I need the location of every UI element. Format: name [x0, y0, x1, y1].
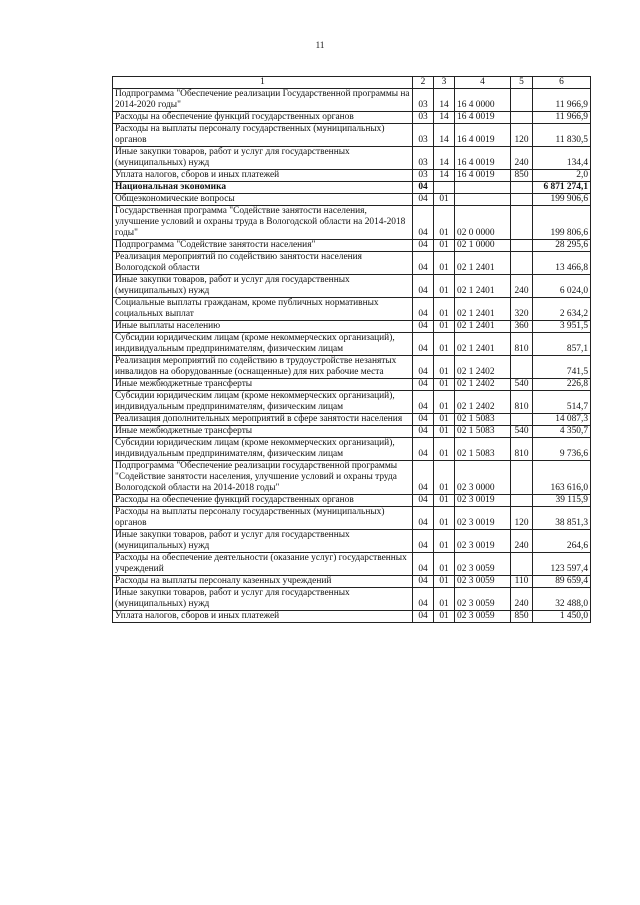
expense-type-code	[511, 495, 533, 507]
expense-type-code: 360	[511, 321, 533, 333]
table-row	[113, 206, 591, 240]
amount-cell: 39 115,9	[533, 495, 591, 507]
row-name: Общеэкономические вопросы	[113, 194, 413, 206]
section-code: 04	[413, 530, 434, 553]
table-row	[113, 379, 591, 391]
amount-cell: 134,4	[533, 147, 591, 170]
section-code: 03	[413, 124, 434, 147]
expense-type-code: 850	[511, 611, 533, 623]
subsection-code: 01	[434, 495, 455, 507]
section-code: 04	[413, 275, 434, 298]
header-cell: 2	[413, 77, 434, 89]
subsection-code: 01	[434, 507, 455, 530]
target-article-code: 16 4 0019	[455, 124, 511, 147]
table-row	[113, 147, 591, 170]
target-article-code: 02 3 0059	[455, 553, 511, 576]
expense-type-code	[511, 252, 533, 275]
section-code: 04	[413, 321, 434, 333]
table-row	[113, 275, 591, 298]
table-row	[113, 356, 591, 379]
subsection-code: 01	[434, 414, 455, 426]
subsection-code: 01	[434, 240, 455, 252]
amount-cell: 9 736,6	[533, 438, 591, 461]
subsection-code: 14	[434, 170, 455, 182]
section-code: 04	[413, 206, 434, 240]
subsection-code: 01	[434, 426, 455, 438]
table-row	[113, 576, 591, 588]
expense-type-code: 120	[511, 507, 533, 530]
subsection-code: 01	[434, 588, 455, 611]
row-name: Подпрограмма "Обеспечение реализации государственной программы "Содействие занятости населения, улучшение условий и охраны труда Вологодской области на 2014-2018 годы"	[113, 461, 413, 495]
target-article-code: 16 4 0019	[455, 170, 511, 182]
amount-cell: 6 871 274,1	[533, 182, 591, 194]
amount-cell: 199 906,6	[533, 194, 591, 206]
table-row	[113, 182, 591, 194]
amount-cell: 11 966,9	[533, 112, 591, 124]
amount-cell: 2,0	[533, 170, 591, 182]
target-article-code: 02 1 5083	[455, 438, 511, 461]
row-name: Расходы на обеспечение функций государственных органов	[113, 112, 413, 124]
subsection-code: 01	[434, 275, 455, 298]
table-row	[113, 553, 591, 576]
row-name: Иные закупки товаров, работ и услуг для государственных (муниципальных) нужд	[113, 147, 413, 170]
row-name: Государственная программа "Содействие занятости населения, улучшение условий и охраны труда в Вологодской области на 2014-2018 годы"	[113, 206, 413, 240]
target-article-code: 02 1 0000	[455, 240, 511, 252]
table-row	[113, 333, 591, 356]
section-code: 03	[413, 170, 434, 182]
amount-cell: 11 830,5	[533, 124, 591, 147]
row-name: Субсидии юридическим лицам (кроме некоммерческих организаций), индивидуальным предпринимателям, физическим лицам	[113, 438, 413, 461]
section-code: 04	[413, 356, 434, 379]
target-article-code: 16 4 0000	[455, 89, 511, 112]
expense-type-code: 540	[511, 379, 533, 391]
amount-cell: 4 350,7	[533, 426, 591, 438]
target-article-code: 02 0 0000	[455, 206, 511, 240]
target-article-code: 02 3 0019	[455, 495, 511, 507]
expense-type-code: 320	[511, 298, 533, 321]
subsection-code: 01	[434, 438, 455, 461]
table-row	[113, 124, 591, 147]
header-row	[113, 77, 591, 89]
subsection-code: 01	[434, 611, 455, 623]
expense-type-code: 240	[511, 147, 533, 170]
row-name: Реализация мероприятий по содействию занятости населения Вологодской области	[113, 252, 413, 275]
section-code: 04	[413, 379, 434, 391]
subsection-code: 01	[434, 252, 455, 275]
expense-type-code	[511, 461, 533, 495]
row-name: Реализация мероприятий по содействию в трудоустройстве незанятых инвалидов на оборудованные (оснащенные) для них рабочие места	[113, 356, 413, 379]
expense-type-code	[511, 356, 533, 379]
section-code: 04	[413, 588, 434, 611]
amount-cell: 6 024,0	[533, 275, 591, 298]
amount-cell: 857,1	[533, 333, 591, 356]
amount-cell: 13 466,8	[533, 252, 591, 275]
header-cell: 3	[434, 77, 455, 89]
table-row	[113, 588, 591, 611]
expense-type-code: 110	[511, 576, 533, 588]
target-article-code: 02 1 2401	[455, 298, 511, 321]
expense-type-code: 810	[511, 391, 533, 414]
row-name: Субсидии юридическим лицам (кроме некоммерческих организаций), индивидуальным предпринимателям, физическим лицам	[113, 333, 413, 356]
table-row	[113, 461, 591, 495]
budget-table-body	[113, 77, 591, 623]
section-code: 04	[413, 611, 434, 623]
expense-type-code	[511, 206, 533, 240]
amount-cell: 514,7	[533, 391, 591, 414]
target-article-code: 02 1 2401	[455, 275, 511, 298]
table-row	[113, 321, 591, 333]
expense-type-code	[511, 182, 533, 194]
target-article-code: 02 3 0059	[455, 588, 511, 611]
amount-cell: 123 597,4	[533, 553, 591, 576]
subsection-code: 01	[434, 356, 455, 379]
section-code: 04	[413, 553, 434, 576]
section-code: 04	[413, 194, 434, 206]
page-number: 11	[315, 40, 325, 50]
row-name: Субсидии юридическим лицам (кроме некоммерческих организаций), индивидуальным предпринимателям, физическим лицам	[113, 391, 413, 414]
amount-cell: 264,6	[533, 530, 591, 553]
table-row	[113, 298, 591, 321]
target-article-code: 02 1 2401	[455, 252, 511, 275]
header-cell: 5	[511, 77, 533, 89]
section-code: 04	[413, 438, 434, 461]
amount-cell: 38 851,3	[533, 507, 591, 530]
subsection-code	[434, 182, 455, 194]
subsection-code: 14	[434, 147, 455, 170]
row-name: Расходы на обеспечение функций государственных органов	[113, 495, 413, 507]
expense-type-code	[511, 553, 533, 576]
header-cell: 6	[533, 77, 591, 89]
amount-cell: 14 087,3	[533, 414, 591, 426]
amount-cell: 3 951,5	[533, 321, 591, 333]
budget-table	[112, 76, 591, 623]
target-article-code: 02 1 2402	[455, 379, 511, 391]
section-code: 04	[413, 182, 434, 194]
row-name: Социальные выплаты гражданам, кроме публичных нормативных социальных выплат	[113, 298, 413, 321]
expense-type-code: 810	[511, 438, 533, 461]
amount-cell: 199 806,6	[533, 206, 591, 240]
target-article-code: 02 3 0059	[455, 576, 511, 588]
subsection-code: 14	[434, 124, 455, 147]
section-code: 03	[413, 147, 434, 170]
target-article-code: 02 3 0019	[455, 507, 511, 530]
subsection-code: 01	[434, 194, 455, 206]
table-row	[113, 240, 591, 252]
amount-cell: 163 616,0	[533, 461, 591, 495]
row-name: Расходы на выплаты персоналу казенных учреждений	[113, 576, 413, 588]
section-code: 04	[413, 391, 434, 414]
subsection-code: 01	[434, 206, 455, 240]
section-code: 04	[413, 461, 434, 495]
row-name: Расходы на обеспечение деятельности (оказание услуг) государственных учреждений	[113, 553, 413, 576]
expense-type-code	[511, 89, 533, 112]
section-code: 04	[413, 298, 434, 321]
row-name: Иные межбюджетные трансферты	[113, 379, 413, 391]
expense-type-code: 240	[511, 530, 533, 553]
subsection-code: 14	[434, 89, 455, 112]
row-name: Подпрограмма "Обеспечение реализации Государственной программы на 2014-2020 годы"	[113, 89, 413, 112]
subsection-code: 01	[434, 530, 455, 553]
row-name: Реализация дополнительных мероприятий в сфере занятости населения	[113, 414, 413, 426]
row-name: Иные закупки товаров, работ и услуг для государственных (муниципальных) нужд	[113, 530, 413, 553]
header-cell: 1	[113, 77, 413, 89]
amount-cell: 741,5	[533, 356, 591, 379]
section-code: 04	[413, 333, 434, 356]
expense-type-code	[511, 112, 533, 124]
section-code: 04	[413, 252, 434, 275]
amount-cell: 1 450,0	[533, 611, 591, 623]
target-article-code: 02 3 0000	[455, 461, 511, 495]
subsection-code: 01	[434, 576, 455, 588]
table-row	[113, 170, 591, 182]
amount-cell: 2 634,2	[533, 298, 591, 321]
amount-cell: 89 659,4	[533, 576, 591, 588]
subsection-code: 01	[434, 321, 455, 333]
section-code: 03	[413, 89, 434, 112]
expense-type-code: 810	[511, 333, 533, 356]
table-row	[113, 194, 591, 206]
section-code: 04	[413, 414, 434, 426]
amount-cell: 28 295,6	[533, 240, 591, 252]
expense-type-code	[511, 414, 533, 426]
expense-type-code: 540	[511, 426, 533, 438]
subsection-code: 14	[434, 112, 455, 124]
section-code: 04	[413, 426, 434, 438]
amount-cell: 11 966,9	[533, 89, 591, 112]
amount-cell: 32 488,0	[533, 588, 591, 611]
row-name: Иные межбюджетные трансферты	[113, 426, 413, 438]
target-article-code: 16 4 0019	[455, 112, 511, 124]
table-row	[113, 112, 591, 124]
section-code: 04	[413, 576, 434, 588]
expense-type-code: 240	[511, 588, 533, 611]
table-row	[113, 507, 591, 530]
target-article-code: 02 1 5083	[455, 426, 511, 438]
section-code: 04	[413, 495, 434, 507]
row-name: Расходы на выплаты персоналу государственных (муниципальных) органов	[113, 124, 413, 147]
subsection-code: 01	[434, 461, 455, 495]
row-name: Иные закупки товаров, работ и услуг для государственных (муниципальных) нужд	[113, 275, 413, 298]
target-article-code: 02 3 0059	[455, 611, 511, 623]
table-row	[113, 252, 591, 275]
table-row	[113, 414, 591, 426]
target-article-code: 02 1 2402	[455, 391, 511, 414]
section-code: 04	[413, 240, 434, 252]
row-name: Иные закупки товаров, работ и услуг для государственных (муниципальных) нужд	[113, 588, 413, 611]
target-article-code: 02 1 2401	[455, 333, 511, 356]
row-name: Иные выплаты населению	[113, 321, 413, 333]
target-article-code: 02 1 5083	[455, 414, 511, 426]
row-name: Расходы на выплаты персоналу государственных (муниципальных) органов	[113, 507, 413, 530]
target-article-code	[455, 194, 511, 206]
table-row	[113, 89, 591, 112]
row-name: Подпрограмма "Содействие занятости населения"	[113, 240, 413, 252]
expense-type-code: 240	[511, 275, 533, 298]
target-article-code: 16 4 0019	[455, 147, 511, 170]
row-name: Уплата налогов, сборов и иных платежей	[113, 611, 413, 623]
subsection-code: 01	[434, 333, 455, 356]
subsection-code: 01	[434, 553, 455, 576]
expense-type-code: 120	[511, 124, 533, 147]
section-code: 04	[413, 507, 434, 530]
row-name: Национальная экономика	[113, 182, 413, 194]
subsection-code: 01	[434, 391, 455, 414]
expense-type-code: 850	[511, 170, 533, 182]
amount-cell: 226,8	[533, 379, 591, 391]
target-article-code: 02 3 0019	[455, 530, 511, 553]
table-row	[113, 391, 591, 414]
row-name: Уплата налогов, сборов и иных платежей	[113, 170, 413, 182]
target-article-code: 02 1 2401	[455, 321, 511, 333]
table-row	[113, 611, 591, 623]
target-article-code: 02 1 2402	[455, 356, 511, 379]
table-row	[113, 530, 591, 553]
table-row	[113, 426, 591, 438]
section-code: 03	[413, 112, 434, 124]
header-cell: 4	[455, 77, 511, 89]
subsection-code: 01	[434, 298, 455, 321]
target-article-code	[455, 182, 511, 194]
table-row	[113, 438, 591, 461]
expense-type-code	[511, 240, 533, 252]
expense-type-code	[511, 194, 533, 206]
table-row	[113, 495, 591, 507]
subsection-code: 01	[434, 379, 455, 391]
